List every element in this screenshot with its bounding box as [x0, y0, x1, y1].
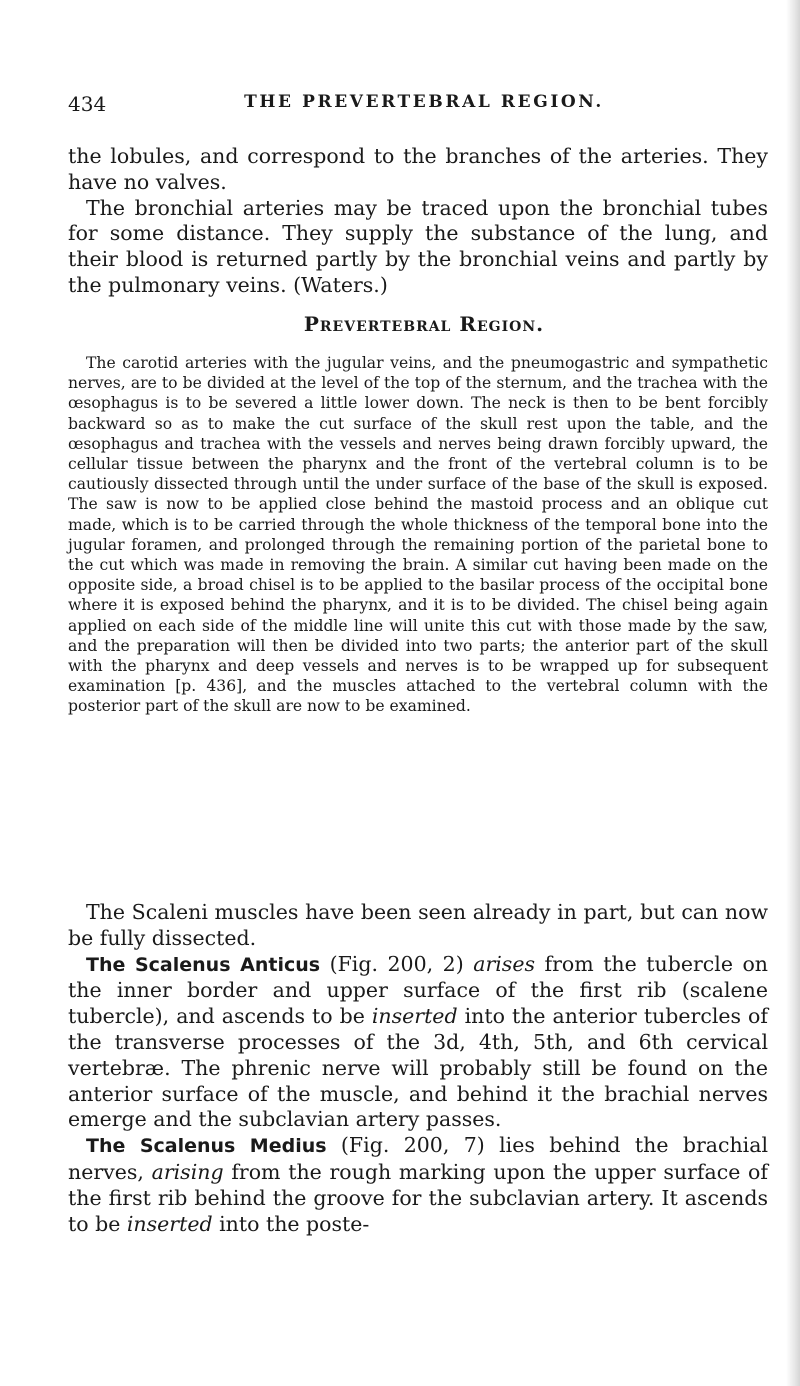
text-span: (Fig. 200, 2)	[320, 951, 474, 976]
text-span: from the tubercle on the inner border and upper surface of the first rib (scalene tubercle), and ascends to be	[68, 951, 769, 1029]
page-edge-shadow	[786, 0, 800, 1386]
emphasis-arising: arising	[151, 1159, 224, 1184]
section-bronchial	[68, 144, 768, 299]
emphasis-arises: arises	[473, 951, 535, 976]
paragraph-scaleni-intro: The Scaleni muscles have been seen already in part, but can now be fully dissected.	[68, 900, 768, 950]
paragraph-lobules: the lobules, and correspond to the branches of the arteries. They have no valves.	[68, 144, 768, 194]
paragraph-scalenus-anticus	[68, 952, 768, 1134]
dissection-instructions	[68, 353, 768, 717]
paragraph-bronchial-arteries: The bronchial arteries may be traced upon the bronchial tubes for some distance. They supply the substance of the lung, and their blood is returned partly by the bronchial veins and partly by the pulmonary veins. (Waters.)	[68, 195, 768, 297]
text-span: from the rough marking upon the upper surface of the first rib behind the groove for the subclavian artery. It ascends to be	[68, 1159, 768, 1236]
term-scalenus-anticus: The Scalenus Anticus	[86, 953, 321, 976]
paragraph-dissection: The carotid arteries with the jugular veins, and the pneumogastric and sympathetic nerves, are to be divided at the level of the top of the sternum, and the trachea with the œsophagus is to be severed a little lower down. The neck is then to be bent forcibly backward so as to make the cut surface of the skull rest upon the table, and the œsophagus and trachea with the vessels and nerves being drawn forcibly upward, the cellular tissue between the pharynx and the front of the vertebral column is to be cautiously dissected through until the under surface of the base of the skull is exposed. The saw is now to be applied close behind the mastoid process and an oblique cut made, which is to be carried through the whole thickness of the temporal bone into the jugular foramen, and prolonged through the remaining portion of the parietal bone to the cut which was made in removing the brain. A similar cut having been made on the opposite side, a broad chisel is to be applied to the basilar process of the occipital bone where it is exposed behind the pharynx, and it is to be divided. The chisel being again applied on each side of the middle line will unite this cut with those made by the saw, and the preparation will then be divided into two parts; the anterior part of the skull with the pharynx and deep vessels and nerves is to be wrapped up for subsequent examination [p. 436], and the muscles attached to the vertebral column with the posterior part of the skull are now to be examined.	[68, 354, 768, 716]
text-span: into the poste-	[212, 1211, 370, 1236]
term-scalenus-medius: The Scalenus Medius	[86, 1135, 327, 1158]
page-number: 434	[68, 92, 107, 116]
running-title: THE PREVERTEBRAL REGION.	[244, 92, 604, 112]
paragraph-scalenus-medius	[68, 1133, 768, 1237]
emphasis-inserted: inserted	[371, 1004, 458, 1029]
text-span: into the anterior tubercles of the transverse processes of the 3d, 4th, 5th, and 6th cervical vertebræ. The phrenic nerve will probably still be found on the anterior surface of the muscle, and behind it the brachial nerves emerge and the subclavian artery passes.	[68, 1004, 768, 1132]
section-heading: Prevertebral Region.	[303, 312, 545, 336]
page-header	[68, 92, 780, 122]
section-scaleni	[68, 900, 768, 1237]
text-span: (Fig. 200, 7) lies behind the brachial nerves,	[68, 1133, 769, 1184]
emphasis-inserted: inserted	[126, 1211, 213, 1236]
